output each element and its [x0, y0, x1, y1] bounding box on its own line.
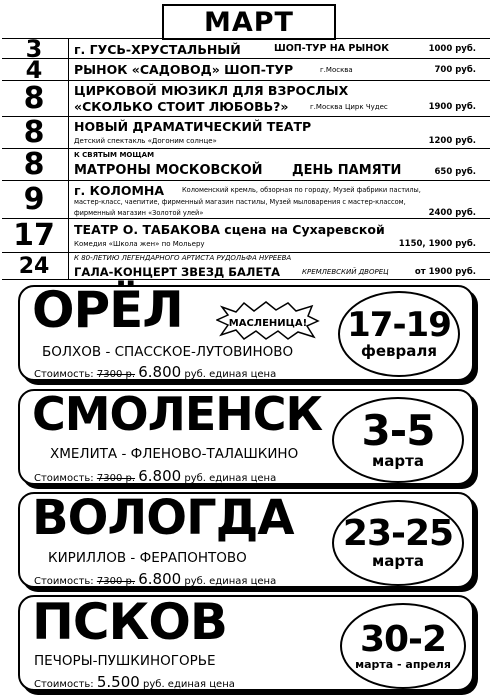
event-title-line2: «СКОЛЬКО СТОИТ ЛЮБОВЬ?» — [74, 99, 289, 114]
tour-dates: 3-5 — [361, 406, 435, 455]
tour-card — [18, 492, 474, 588]
event-title: РЫНОК «САДОВОД» ШОП-ТУР — [74, 62, 294, 77]
price-suffix: руб. единая цена — [143, 679, 235, 690]
tour-month: марта — [372, 552, 424, 570]
tour-dates: 23-25 — [342, 513, 454, 554]
maslenitsa-label: МАСЛЕНИЦА! — [228, 318, 308, 329]
event-price: 1150, 1900 руб. — [398, 239, 476, 249]
tour-route: БОЛХОВ - СПАССКОЕ-ЛУТОВИНОВО — [42, 344, 294, 360]
event-day: 4 — [25, 55, 43, 84]
event-price: 1000 руб. — [428, 44, 476, 54]
cost-label: Стоимость: — [34, 369, 94, 380]
event-row — [2, 80, 490, 116]
event-row — [2, 34, 490, 63]
price-suffix: руб. единая цена — [184, 473, 277, 484]
event-day: 17 — [13, 218, 55, 253]
event-day: 9 — [23, 182, 45, 217]
event-price: 2400 руб. — [428, 208, 476, 218]
tour-date-oval — [332, 397, 464, 483]
event-row — [2, 148, 490, 180]
cost-label: Стоимость: — [34, 473, 94, 484]
tour-cost — [34, 467, 276, 485]
tour-route: ПЕЧОРЫ-ПУШКИНОГОРЬЕ — [34, 653, 216, 669]
old-price: 7300 р. — [96, 473, 136, 484]
event-price: 650 руб. — [434, 167, 476, 177]
event-day: 8 — [23, 115, 45, 150]
event-price: 1900 руб. — [428, 102, 476, 112]
event-price: от 1900 руб. — [414, 267, 476, 277]
event-note: г.Москва Цирк Чудес — [310, 103, 388, 111]
event-price: 1200 руб. — [428, 136, 476, 146]
event-title: МАТРОНЫ МОСКОВСКОЙ — [74, 163, 263, 178]
event-title: г. ГУСЬ-ХРУСТАЛЬНЫЙ — [74, 42, 241, 57]
tour-city: ПСКОВ — [32, 593, 228, 651]
new-price: 6.800 — [138, 363, 182, 381]
event-row — [2, 116, 490, 148]
event-row — [2, 55, 490, 84]
event-desc: Коломенский кремль, обзорная по городу, Музей фабрики пастилы, — [182, 186, 421, 194]
event-pre: К 80-ЛЕТИЮ ЛЕГЕНДАРНОГО АРТИСТА РУДОЛЬФА НУРЕЕВА — [74, 254, 292, 262]
event-note: КРЕМЛЕВСКИЙ ДВОРЕЦ — [302, 268, 389, 276]
old-price: 7300 р. — [96, 576, 136, 587]
old-price: 7300 р. — [96, 369, 136, 380]
tour-card — [18, 389, 474, 485]
event-day: 8 — [23, 147, 45, 182]
event-note: Комедия «Школа жен» по Мольеру — [74, 240, 205, 248]
tour-city: СМОЛЕНСК — [32, 387, 323, 441]
event-note: Детский спектакль «Догоним солнце» — [74, 137, 217, 145]
cost-label: Стоимость: — [34, 576, 94, 587]
event-desc: мастер-класс, чаепитие, фирменный магазин пастилы, Музей мыловарения с мастер-классом, — [74, 198, 406, 206]
tour-city: ОРЁЛ — [32, 281, 183, 339]
tour-route: ХМЕЛИТА - ФЛЕНОВО-ТАЛАШКИНО — [50, 446, 299, 462]
tour-month: марта - апреля — [355, 657, 451, 671]
tour-month: марта — [372, 452, 424, 470]
new-price: 6.800 — [138, 467, 182, 485]
event-title: НОВЫЙ ДРАМАТИЧЕСКИЙ ТЕАТР — [74, 119, 312, 134]
tour-date-oval — [340, 603, 466, 689]
event-title: г. КОЛОМНА — [74, 183, 165, 198]
event-day: 8 — [23, 81, 45, 116]
event-pre: К СВЯТЫМ МОЩАМ — [74, 151, 155, 159]
event-title: ГАЛА-КОНЦЕРТ ЗВЕЗД БАЛЕТА — [74, 265, 281, 279]
tour-dates: 30-2 — [359, 618, 447, 660]
event-row — [2, 218, 490, 252]
event-row — [2, 252, 490, 280]
price-suffix: руб. единая цена — [184, 369, 277, 380]
event-day: 3 — [25, 34, 43, 63]
tour-month: февраля — [360, 342, 438, 360]
tour-city: ВОЛОГДА — [32, 490, 294, 546]
new-price: 6.800 — [138, 570, 182, 588]
tour-dates: 17-19 — [347, 305, 451, 345]
event-title-line1: ЦИРКОВОЙ МЮЗИКЛ ДЛЯ ВЗРОСЛЫХ — [74, 83, 349, 98]
tour-card — [18, 595, 474, 691]
event-day: 24 — [18, 253, 50, 279]
tour-cost — [34, 363, 276, 381]
month-title: МАРТ — [162, 4, 336, 40]
event-row — [2, 180, 490, 218]
tour-date-oval — [338, 291, 460, 377]
tour-cost — [34, 570, 276, 588]
new-price: 5.500 — [96, 673, 140, 691]
tour-route: КИРИЛЛОВ - ФЕРАПОНТОВО — [48, 550, 247, 566]
tour-cost — [34, 673, 235, 691]
event-price: 700 руб. — [434, 65, 476, 75]
price-suffix: руб. единая цена — [184, 576, 277, 587]
event-title: ТЕАТР О. ТАБАКОВА сцена на Сухаревской — [74, 222, 385, 237]
cost-label: Стоимость: — [34, 679, 94, 690]
event-subtitle: ДЕНЬ ПАМЯТИ — [292, 163, 402, 178]
maslenitsa-burst — [216, 301, 320, 341]
tour-date-oval — [332, 500, 464, 586]
event-note: г.Москва — [320, 66, 353, 74]
event-desc: фирменный магазин «Золотой улей» — [74, 209, 204, 217]
event-subtitle: ШОП-ТУР НА РЫНОК — [274, 43, 389, 54]
